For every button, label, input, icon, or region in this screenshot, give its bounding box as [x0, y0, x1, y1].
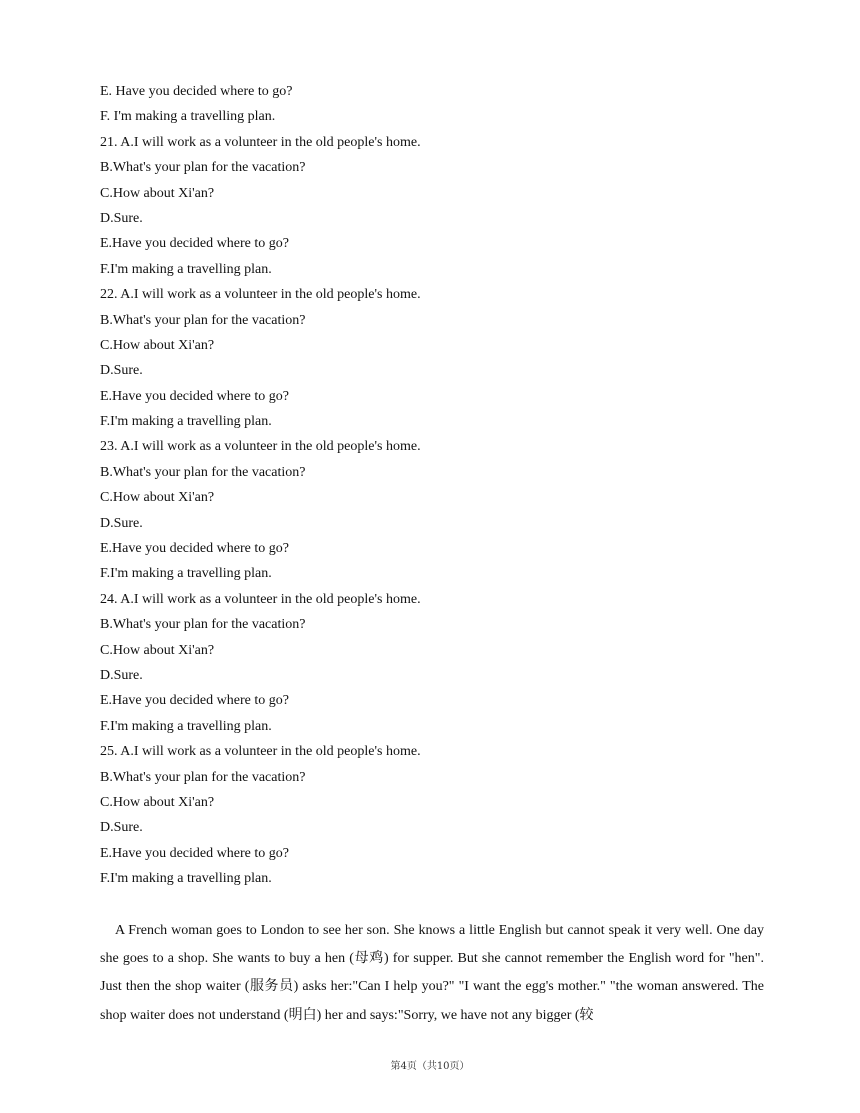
option-line: B.What's your plan for the vacation? [100, 464, 306, 480]
option-line: C.How about Xi'an? [100, 337, 215, 353]
option-line: D.Sure. [100, 363, 143, 379]
option-line: E. Have you decided where to go? [100, 84, 293, 99]
option-line: F.I'm making a travelling plan. [100, 414, 272, 430]
option-line: B.What's your plan for the vacation? [100, 312, 306, 328]
option-line: D.Sure. [100, 820, 143, 836]
option-line: E.Have you decided where to go? [100, 236, 289, 252]
option-line: 25. A.I will work as a volunteer in the old people's home. [100, 744, 421, 760]
option-line: 22. A.I will work as a volunteer in the old people's home. [100, 287, 421, 303]
option-line: B.What's your plan for the vacation? [100, 160, 306, 176]
reading-passage: A French woman goes to London to see her son. She knows a little English but cannot speak it very well. One day she goes to a shop. She wants to buy a hen (母鸡) for supper. But she cannot remember the English word for "hen". Just then the shop waiter (服务员) asks her:"Can I help you?" "I want the egg's mother." "the woman answered. The shop waiter does not understand (明白) her and says:"Sorry, we have not any bigger (较 [100, 923, 764, 1023]
option-line: E.Have you decided where to go? [100, 541, 289, 557]
option-line: C.How about Xi'an? [100, 185, 215, 201]
option-line: E.Have you decided where to go? [100, 388, 289, 404]
question-options-list [100, 79, 780, 892]
option-line: F.I'm making a travelling plan. [100, 261, 272, 277]
page-footer: 第4页（共10页） [390, 1061, 470, 1072]
option-line: B.What's your plan for the vacation? [100, 617, 306, 633]
option-line: E.Have you decided where to go? [100, 845, 289, 861]
option-line: D.Sure. [100, 210, 143, 226]
option-line: F.I'm making a travelling plan. [100, 566, 272, 582]
option-line: C.How about Xi'an? [100, 642, 215, 658]
option-line: C.How about Xi'an? [100, 794, 215, 810]
option-line: D.Sure. [100, 667, 143, 683]
option-line: F.I'm making a travelling plan. [100, 871, 272, 887]
option-line: F. I'm making a travelling plan. [100, 109, 276, 125]
option-line: 24. A.I will work as a volunteer in the old people's home. [100, 591, 421, 607]
option-line: 23. A.I will work as a volunteer in the old people's home. [100, 439, 421, 455]
option-line: B.What's your plan for the vacation? [100, 769, 306, 785]
option-line: E.Have you decided where to go? [100, 693, 289, 709]
option-line: D.Sure. [100, 515, 143, 531]
option-line: F.I'm making a travelling plan. [100, 718, 272, 734]
option-line: C.How about Xi'an? [100, 490, 215, 506]
option-line: 21. A.I will work as a volunteer in the old people's home. [100, 134, 421, 150]
